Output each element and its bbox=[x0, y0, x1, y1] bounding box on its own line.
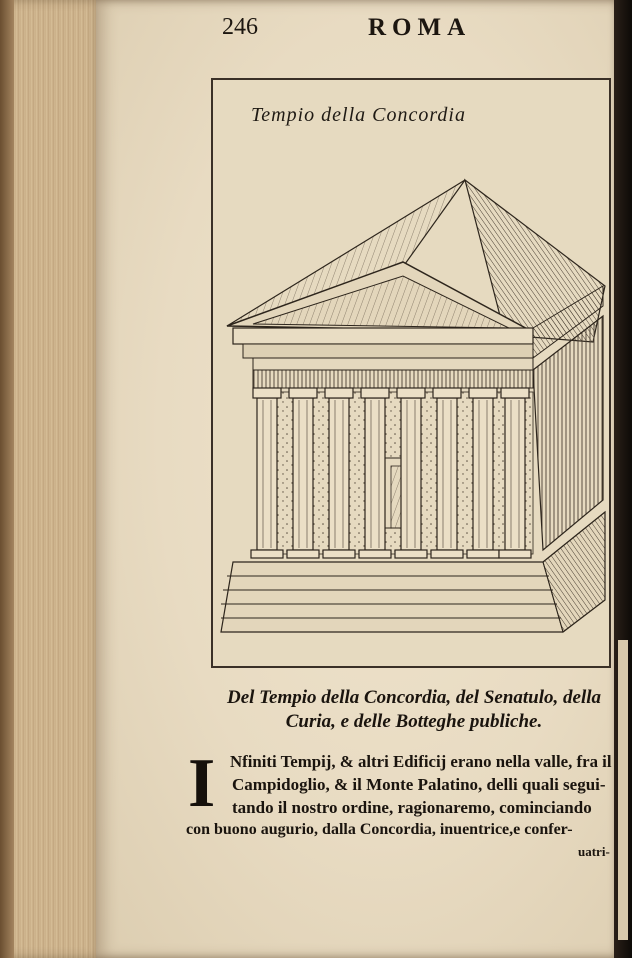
page-header bbox=[222, 14, 522, 46]
running-title: ROMA bbox=[368, 14, 472, 41]
body-line-1: Nfiniti Tempij, & altri Edificij erano nella valle, fra il bbox=[230, 752, 612, 771]
engraving-plate bbox=[211, 78, 611, 668]
book-cover-edge bbox=[0, 0, 14, 958]
temple-engraving-icon bbox=[213, 80, 609, 666]
body-line-2: Campidoglio, & il Monte Palatino, delli quali segui- bbox=[232, 775, 606, 794]
plate-caption: Tempio della Concordia bbox=[251, 104, 466, 126]
chapter-heading-line-2: Curia, e delle Botteghe publiche. bbox=[285, 711, 543, 732]
page-number: 246 bbox=[222, 14, 258, 40]
gutter-shadow bbox=[614, 0, 632, 958]
body-line-3: tando il nostro ordine, ragionaremo, cominciando bbox=[232, 798, 592, 817]
chapter-heading-line-1: Del Tempio della Concordia, del Senatulo, della bbox=[226, 687, 602, 708]
book-fore-edge bbox=[0, 0, 104, 958]
drop-cap: I bbox=[188, 745, 216, 822]
body-line-4: con buono augurio, dalla Concordia, inuentrice,e confer- bbox=[186, 821, 573, 838]
facing-page-edge bbox=[618, 640, 628, 940]
chapter-heading bbox=[214, 686, 614, 734]
body-line-5: uatri- bbox=[578, 844, 610, 859]
